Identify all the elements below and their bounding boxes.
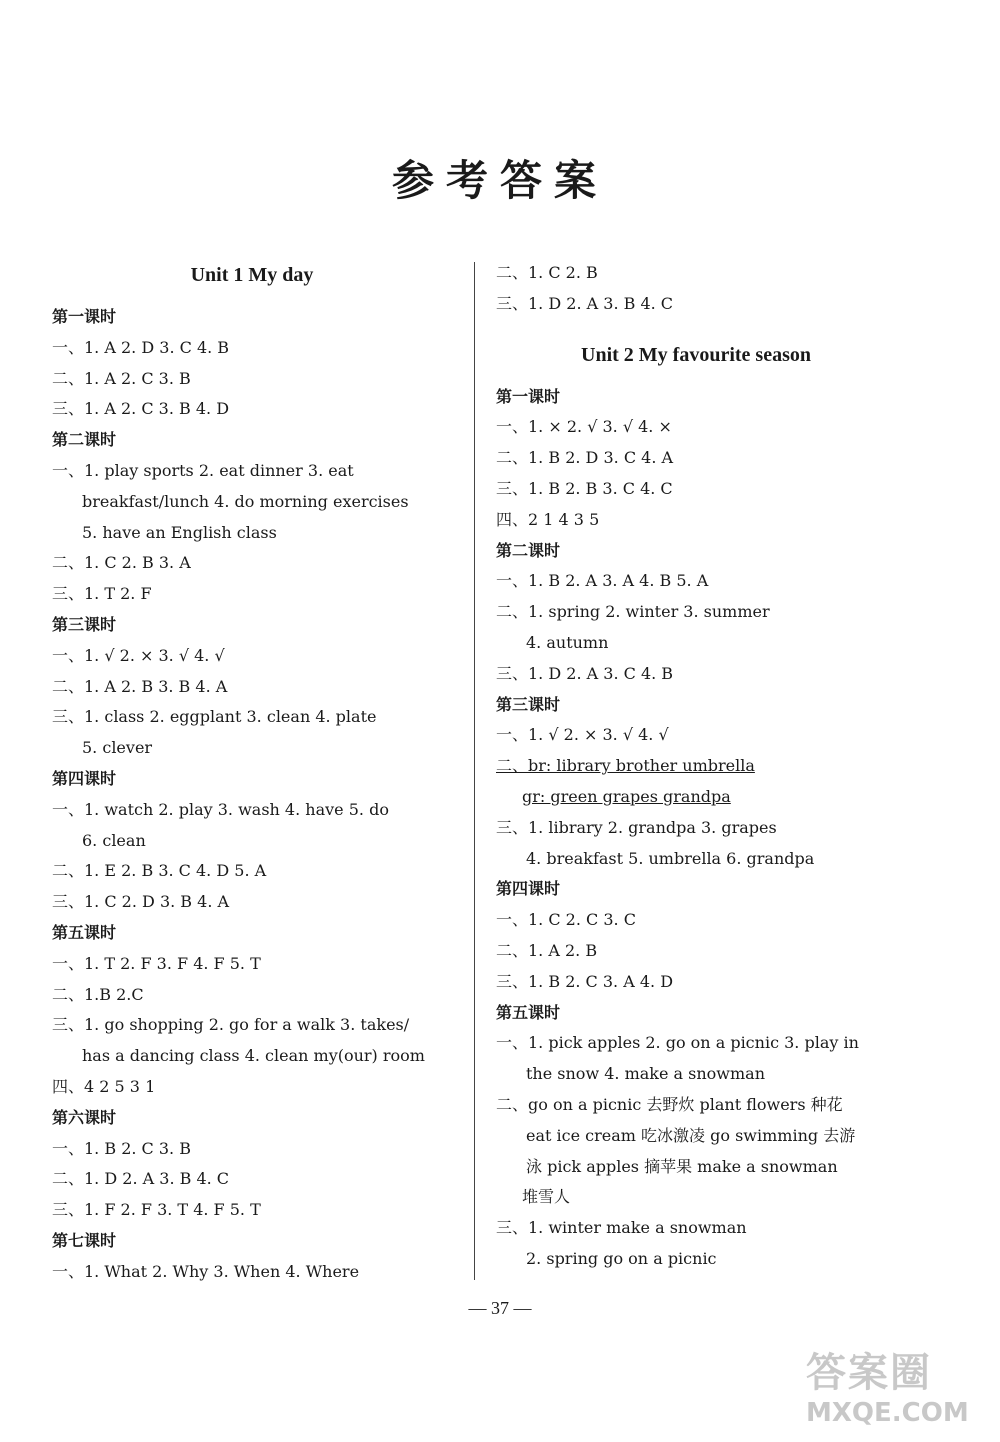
watermark-site: MXQE.COM xyxy=(806,1398,969,1428)
lesson-heading: 第六课时 xyxy=(52,1107,117,1127)
answer-line: 一、1. watch 2. play 3. wash 4. have 5. do xyxy=(52,799,389,819)
page-title: 参考答案 xyxy=(391,156,608,205)
answer-line: 一、1. √ 2. × 3. √ 4. √ xyxy=(52,645,225,665)
watermark-logo: 答案圈 xyxy=(806,1350,932,1396)
lesson-heading: 第三课时 xyxy=(496,694,561,714)
answer-line-continued: breakfast/lunch 4. do morning exercises xyxy=(82,491,409,511)
answer-line-continued: 6. clean xyxy=(82,830,146,850)
answer-line: 二、1. B 2. D 3. C 4. A xyxy=(496,448,674,468)
answer-line-continued: 5. clever xyxy=(82,738,153,758)
answer-line: 三、1. T 2. F xyxy=(52,584,152,604)
answer-line: 一、1. B 2. A 3. A 4. B 5. A xyxy=(496,571,709,591)
answer-line: 一、1. play sports 2. eat dinner 3. eat xyxy=(52,460,354,480)
answer-line: 三、1. B 2. C 3. A 4. D xyxy=(496,971,674,991)
lesson-heading: 第一课时 xyxy=(496,386,561,406)
answer-line: 一、1. × 2. √ 3. √ 4. × xyxy=(496,417,672,437)
answer-line: 二、1. A 2. B xyxy=(496,940,598,960)
lesson-heading: 第一课时 xyxy=(52,307,117,326)
answer-line-continued: 2. spring go on a picnic xyxy=(526,1248,717,1268)
lesson-heading: 第二课时 xyxy=(52,430,117,450)
lesson-heading: 第七课时 xyxy=(52,1230,117,1250)
answer-line: 三、1. library 2. grandpa 3. grapes xyxy=(496,817,777,837)
answer-line: 三、1. go shopping 2. go for a walk 3. takes/ xyxy=(52,1015,410,1035)
answer-line-underlined: 二、br: library brother umbrella xyxy=(496,756,755,776)
answer-line: 二、1. E 2. B 3. C 4. D 5. A xyxy=(52,861,267,881)
answer-line: 二、1. C 2. B 3. A xyxy=(52,553,191,573)
answer-line-continued: eat ice cream 吃冰激凌 go swimming 去游 xyxy=(526,1125,856,1145)
lesson-heading: 第二课时 xyxy=(496,540,561,560)
answer-line: 四、4 2 5 3 1 xyxy=(52,1076,156,1096)
lesson-heading: 第三课时 xyxy=(52,614,117,634)
answer-line: 二、1. spring 2. winter 3. summer xyxy=(496,602,770,622)
unit-2-title: Unit 2 My favourite season xyxy=(581,343,811,366)
answer-line: 二、go on a picnic 去野炊 plant flowers 种花 xyxy=(496,1094,843,1114)
answer-line: 三、1. winter make a snowman xyxy=(496,1218,747,1238)
answer-line: 一、1. T 2. F 3. F 4. F 5. T xyxy=(52,953,261,973)
answer-line: 二、1. D 2. A 3. B 4. C xyxy=(52,1169,230,1189)
page-number: — 37 — xyxy=(468,1298,532,1318)
left-column xyxy=(52,258,462,1288)
answer-line: 二、1.B 2.C xyxy=(52,984,144,1004)
answer-line: 一、1. √ 2. × 3. √ 4. √ xyxy=(496,725,669,745)
answer-line: 一、1. pick apples 2. go on a picnic 3. play in xyxy=(496,1033,859,1053)
answer-line: 一、1. C 2. C 3. C xyxy=(496,910,636,930)
unit-1-title: Unit 1 My day xyxy=(190,264,314,286)
answer-line: 三、1. D 2. A 3. C 4. B xyxy=(496,663,674,683)
answer-line-continued: 4. breakfast 5. umbrella 6. grandpa xyxy=(526,848,815,868)
answer-line: 四、2 1 4 3 5 xyxy=(496,509,600,529)
answer-line-continued: 5. have an English class xyxy=(82,522,277,542)
answer-line: 三、1. A 2. C 3. B 4. D xyxy=(52,399,230,419)
lesson-heading: 第四课时 xyxy=(52,768,117,788)
answer-line: 三、1. F 2. F 3. T 4. F 5. T xyxy=(52,1200,261,1220)
answer-line-underlined: gr: green grapes grandpa xyxy=(522,786,731,806)
answer-line: 三、1. class 2. eggplant 3. clean 4. plate xyxy=(52,707,377,727)
answer-line-continued: has a dancing class 4. clean my(our) room xyxy=(82,1046,425,1066)
answer-line: 三、1. D 2. A 3. B 4. C xyxy=(496,293,674,313)
lesson-heading: 第五课时 xyxy=(52,922,117,942)
answer-line: 一、1. A 2. D 3. C 4. B xyxy=(52,337,230,357)
answer-line-continued: 泳 pick apples 摘苹果 make a snowman xyxy=(526,1156,838,1176)
watermark xyxy=(806,1350,996,1438)
answer-line: 三、1. B 2. B 3. C 4. C xyxy=(496,478,673,498)
answer-line: 二、1. A 2. C 3. B xyxy=(52,368,191,388)
answer-line: 二、1. A 2. B 3. B 4. A xyxy=(52,676,228,696)
column-divider xyxy=(474,262,475,1280)
answer-line: 一、1. What 2. Why 3. When 4. Where xyxy=(52,1261,360,1281)
lesson-heading: 第五课时 xyxy=(496,1002,561,1022)
answer-line-continued: the snow 4. make a snowman xyxy=(526,1064,766,1084)
answer-line: 一、1. B 2. C 3. B xyxy=(52,1138,191,1158)
answer-line: 二、1. C 2. B xyxy=(496,263,598,282)
right-column xyxy=(496,258,906,1275)
answer-line-continued: 4. autumn xyxy=(526,632,609,652)
answer-line: 三、1. C 2. D 3. B 4. A xyxy=(52,892,230,912)
lesson-heading: 第四课时 xyxy=(496,879,561,899)
answer-line-continued: 堆雪人 xyxy=(522,1187,571,1207)
